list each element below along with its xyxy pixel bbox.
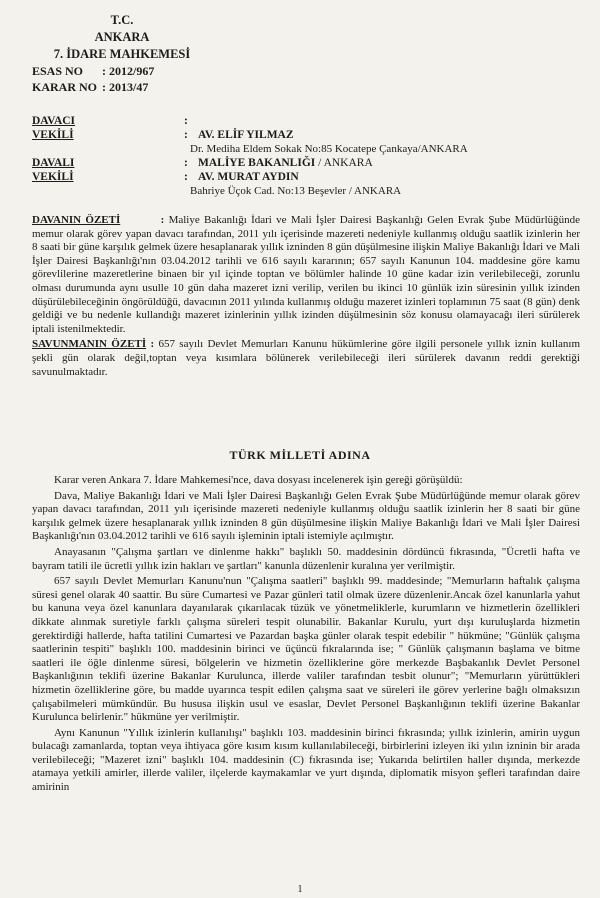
davali-value [198, 156, 373, 170]
paragraph: Aynı Kanunun "Yıllık izinlerin kullanılışı" başlıklı 103. maddesinin birinci fıkrasında; yıllık izinlerin, amirin uygun bulacağı zamanlarda, toptan veya ihtiyaca göre kısım kısım kullanılabileceği, birbirlerini izleyen iki yılın izninin bir arada verilebileceği; "Mazeret izni" başlıklı 104. maddesinin (C) fıkrasında ise; Yukarıda belirtilen haller dışında, merkezde atamaya yetkili amirler, illerde valiler, ilçelerde kaymakamlar ve yurt dışında, diplomatik misyon şefleri tarafından daire amirinin [32, 726, 580, 794]
savunmanin-ozeti [32, 338, 580, 379]
davaci-row [32, 114, 582, 128]
header-city: ANKARA [94, 30, 150, 44]
davali-row [32, 156, 582, 170]
ozet-text: Maliye Bakanlığı İdari ve Mali İşler Dairesi Başkanlığı Gelen Evrak Şube Müdürlüğünde memur olarak görev yapan davacı tarafından, 2011 yılı içerisinde mazereti nedeniyle kullanmış olduğu saatlik izinlerin her 8 saati bir güne karşılık gelmek üzere hesaplanarak yıllık izninden 8 gün düşülmesine ilişkin Maliye Bakanlığı İdari ve Mali İşler Dairesi Başkanlığı'nın 03.04.2012 tarihli ve 616 sayılı kararının; 657 sayılı Kanunun 104. maddesine göre kamu görevlilerine mazeretlerine binaen bir yıl içinde toptan ve bölümler halinde 10 güne kadar izin verilebileceği, zorunlu olması durumunda aynı usulle 10 gün daha mazeret izni verilip, verilen bu ikinci 10 günlük izin süresinin yıllık izinden düşürülebileceğinin öngörüldüğü, davacının 2011 yılında kullanmış olduğu mazeret izinleri toplamının 75 saat (8 gün) denk geldiği ve bu nedenle kullandığı mazeret izinlerinin yıllık izinden düşülmesinin söz konusu olamayacağı ileri sürülerek iptali istenilmektedir. [32, 214, 581, 335]
savunma-colon: : [150, 338, 155, 351]
vekil2-label: VEKİLİ [32, 171, 74, 183]
paragraph: Anayasanın "Çalışma şartları ve dinlenme hakkı" başlıklı 50. maddesinin dördüncü fıkrasında, "Ücretli hafta ve bayram tatili ile ücretli yıllık izin hakları ve şartları" kanunla düzenlenir kuralına yer verilmiştir. [32, 545, 580, 572]
davali-label: DAVALI [32, 157, 75, 169]
savunma-text: 657 sayılı Devlet Memurları Kanunu hükümlerine göre ilgili personele yıllık iznin kullanım şekli gün olarak değil,toptan veya kısımlara bölünerek verilebileceği ileri sürülerek davanın reddi gerektiği savunulmaktadır. [32, 338, 580, 378]
davaci-colon: : [184, 115, 188, 127]
davali-colon: : [184, 157, 188, 169]
court-header [32, 12, 212, 95]
section-title: TÜRK MİLLETİ ADINA [229, 448, 371, 462]
esas-row [32, 63, 212, 79]
paragraph: Dava, Maliye Bakanlığı İdari ve Mali İşler Dairesi Başkanlığı Gelen Evrak Şube Müdürlüğünde memur olarak görev yapan davacı tarafından, 2011 yılı içerisinde mazereti nedeniyle kullanmış olduğu saatlik izinlerin her 8 saati bir güne karşılık gelmek üzere hesaplanarak yıllık izninden 8 gün düşülmesine ilişkin Maliye Bakanlığı İdari ve Mali İşler Dairesi Başkanlığı'nın 03.04.2012 tarihli ve 616 sayılı işleminin iptali istemiyle açılmıştır. [32, 489, 580, 543]
esas-label: ESAS NO [32, 64, 84, 78]
davali-name: MALİYE BAKANLIĞI [198, 157, 316, 169]
vekil2-name: AV. MURAT AYDIN [198, 171, 299, 183]
parties-block [32, 114, 582, 198]
vekil2-colon: : [184, 171, 188, 183]
vekil1-label: VEKİLİ [32, 129, 74, 141]
header-court-name: 7. İDARE MAHKEMESİ [53, 47, 191, 61]
paragraph: Karar veren Ankara 7. İdare Mahkemesi'nce, dava dosyası incelenerek işin gereği görüşüldü: [54, 474, 463, 486]
paragraph: 657 sayılı Devlet Memurları Kanunu'nun "Çalışma saatleri" başlıklı 99. maddesinde; "Memurların haftalık çalışma süresi genel olarak 40 saattir. Bu süre Cumartesi ve Pazar günleri tatil olmak üzere düzenlenir.Ancak özel kanunlarla yahut bu kanuna veya özel kanunlara dayanılarak çıkarılacak tüzük ve yönetmeliklerle, kurumların ve hizmetlerin özellikleri dikkate alınmak suretiyle farklı çalışma süreleri tespit olunabilir. Bakanlar Kurulu, yurt dışı kuruluşlarda hizmetin gerektirdiği hallerde, hafta tatilini Cumartesi ve Pazardan başka günler olarak tespit edebilir " hükmüne; "Günlük çalışma saatlerinin tespiti" başlıklı 100. maddesinin birinci ve üçüncü fıkralarında ise; " Günlük çalışmanın başlama ve bitme saatleri ile öğle dinlenme süresi, bölgelerin ve hizmetin özelliklerine göre merkezde Başbakanlık Devlet Personel Başkanlığının teklifi üzerine Bakanlar Kurulunca, illerde valiler tarafından tesbit olunur"; "Memurların yürüttükleri hizmetin özelliklerine göre, bu madde uyarınca tespit edilen çalışma saat ve süreleri ile görev yerlerine bağlı olmaksızın çalışabilmeleri mümkündür. Bu hususa ilişkin usul ve esaslar, Devlet Personel Başkanlığının teklifi üzerine Bakanlar Kurulunca belirlenir." hükmüne yer verilmiştir. [32, 575, 580, 724]
esas-value: : 2012/967 [102, 64, 155, 78]
decision-body [32, 474, 580, 797]
karar-value: : 2013/47 [102, 80, 149, 94]
davanin-ozeti [32, 214, 580, 336]
vekil1-colon: : [184, 129, 188, 141]
davaci-label: DAVACI [32, 115, 76, 127]
vekil1-row [32, 128, 582, 142]
vekil2-row [32, 170, 582, 184]
karar-row [32, 79, 212, 95]
vekil1-address: Dr. Mediha Eldem Sokak No:85 Kocatepe Çankaya/ANKARA [190, 143, 468, 155]
ozet-colon: : [160, 214, 165, 226]
karar-label: KARAR NO [32, 80, 97, 94]
vekil2-address: Bahriye Üçok Cad. No:13 Beşevler / ANKARA [190, 185, 402, 197]
summary-section [32, 214, 580, 381]
page-number: 1 [297, 884, 303, 895]
savunma-label: SAVUNMANIN ÖZETİ [32, 338, 147, 351]
header-tc: T.C. [110, 13, 134, 27]
vekil1-name: AV. ELİF YILMAZ [198, 129, 294, 141]
ozet-label: DAVANIN ÖZETİ [32, 214, 121, 226]
davali-city: / ANKARA [315, 157, 373, 169]
